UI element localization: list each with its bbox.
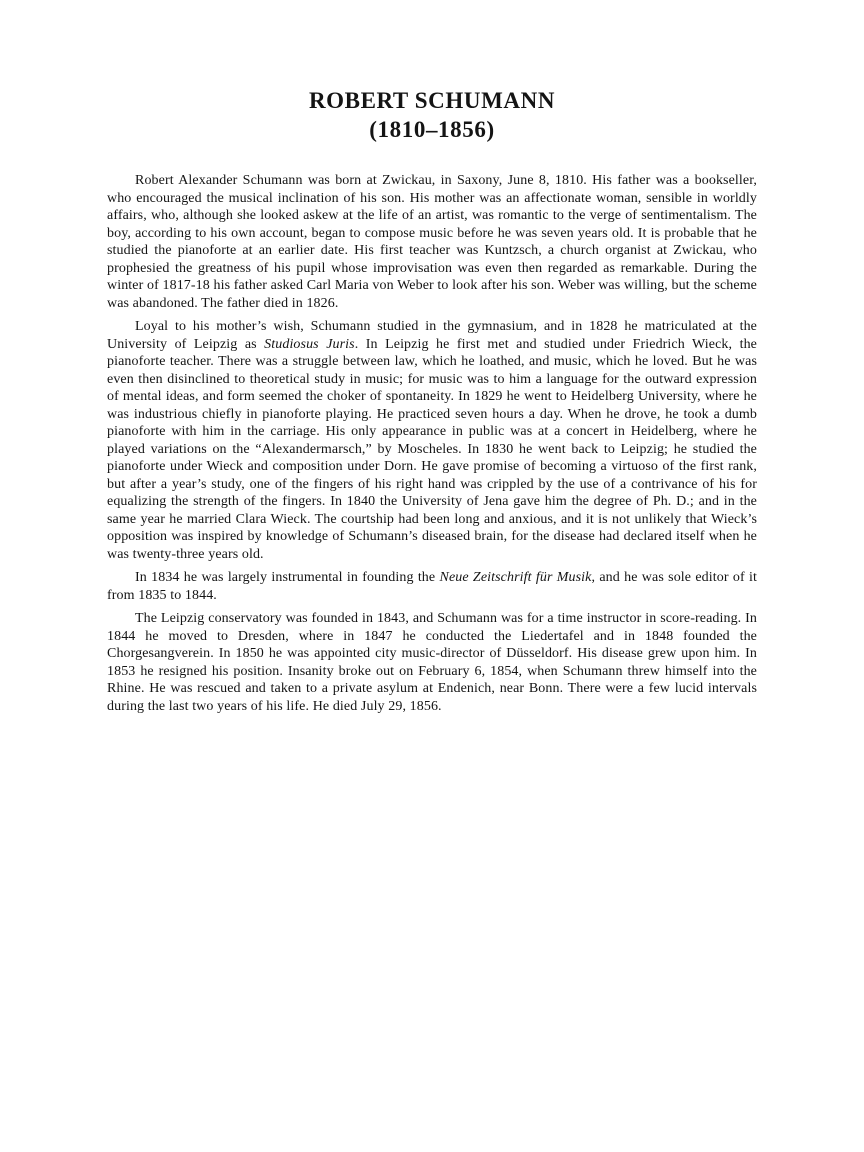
text-segment: , and he was sole editor of it from 1835 to 1844. <box>107 570 757 603</box>
document-body <box>107 172 757 715</box>
title-dates: (1810–1856) <box>369 117 495 142</box>
title-name: ROBERT SCHUMANN <box>308 88 556 113</box>
text-segment: . In Leipzig he first met and studied under Friedrich Wieck, the pianoforte teacher. There was a struggle between law, which he loathed, and music, which he loved. But he was even then disinclined to theoretical study in music; for music was to him a language for the outward expression of mental ideas, and form seemed the choker of spontaneity. In 1829 he went to Heidelberg University, where he was industrious chiefly in pianoforte playing. He practiced seven hours a day. When he drove, he took a dumb pianoforte with him in the carriage. His only appearance in public was at a concert in Heidelberg, where he played variations on the “Alexandermarsch,” by Moscheles. In 1830 he went back to Leipzig; he studied the pianoforte under Wieck and composition under Dorn. He gave promise of becoming a virtuoso of the first rank, but after a year’s study, one of the fingers of his right hand was crippled by the use of a contrivance of his for equalizing the strength of the fingers. In 1840 the University of Jena gave him the degree of Ph. D.; and in the same year he married Clara Wieck. The courtship had been long and anxious, and it is not unlikely that Wieck’s opposition was inspired by knowledge of Schumann’s diseased brain, for the disease had declared itself when he was twenty-three years old. <box>107 336 757 562</box>
paragraph <box>107 569 757 604</box>
page-title <box>0 0 864 144</box>
text-segment: Neue Zeitschrift für Musik <box>439 570 592 585</box>
text-segment: Loyal to his mother’s wish, Schumann studied in the gymnasium, and in 1828 he matriculated at the University of Leipzig as <box>107 319 757 352</box>
text-segment: In 1834 he was largely instrumental in founding the <box>135 570 440 585</box>
text-segment: Studiosus Juris <box>264 336 355 352</box>
paragraph <box>107 172 757 312</box>
text-segment: Robert Alexander Schumann was born at Zwickau, in Saxony, June 8, 1810. His father was a bookseller, who encouraged the musical inclination of his son. His mother was an affectionate woman, sensible in worldly affairs, who, although she looked askew at the life of an artist, was romantic to the verge of sentimentalism. The boy, according to his own account, began to compose music before he was seven years old. It is probable that he studied the pianoforte at an earlier date. His first teacher was Kuntzsch, a church organist at Zwickau, who prophesied the greatness of his pupil whose improvisation was even then regarded as remarkable. During the winter of 1817-18 his father asked Carl Maria von Weber to look after his son. Weber was willing, but the scheme was abandoned. The father died in 1826. <box>107 173 757 311</box>
text-segment: The Leipzig conservatory was founded in 1843, and Schumann was for a time instructor in score-reading. In 1844 he moved to Dresden, where in 1847 he conducted the Liedertafel and in 1848 founded the Chorgesangverein. In 1850 he was appointed city music-director of Düsseldorf. His disease grew upon him. In 1853 he resigned his position. Insanity broke out on February 6, 1854, when Schumann threw himself into the Rhine. He was rescued and taken to a private asylum at Endenich, near Bonn. There were a few lucid intervals during the last two years of his life. He died July 29, 1856. <box>107 611 757 714</box>
paragraph <box>107 318 757 563</box>
paragraph <box>107 610 757 715</box>
